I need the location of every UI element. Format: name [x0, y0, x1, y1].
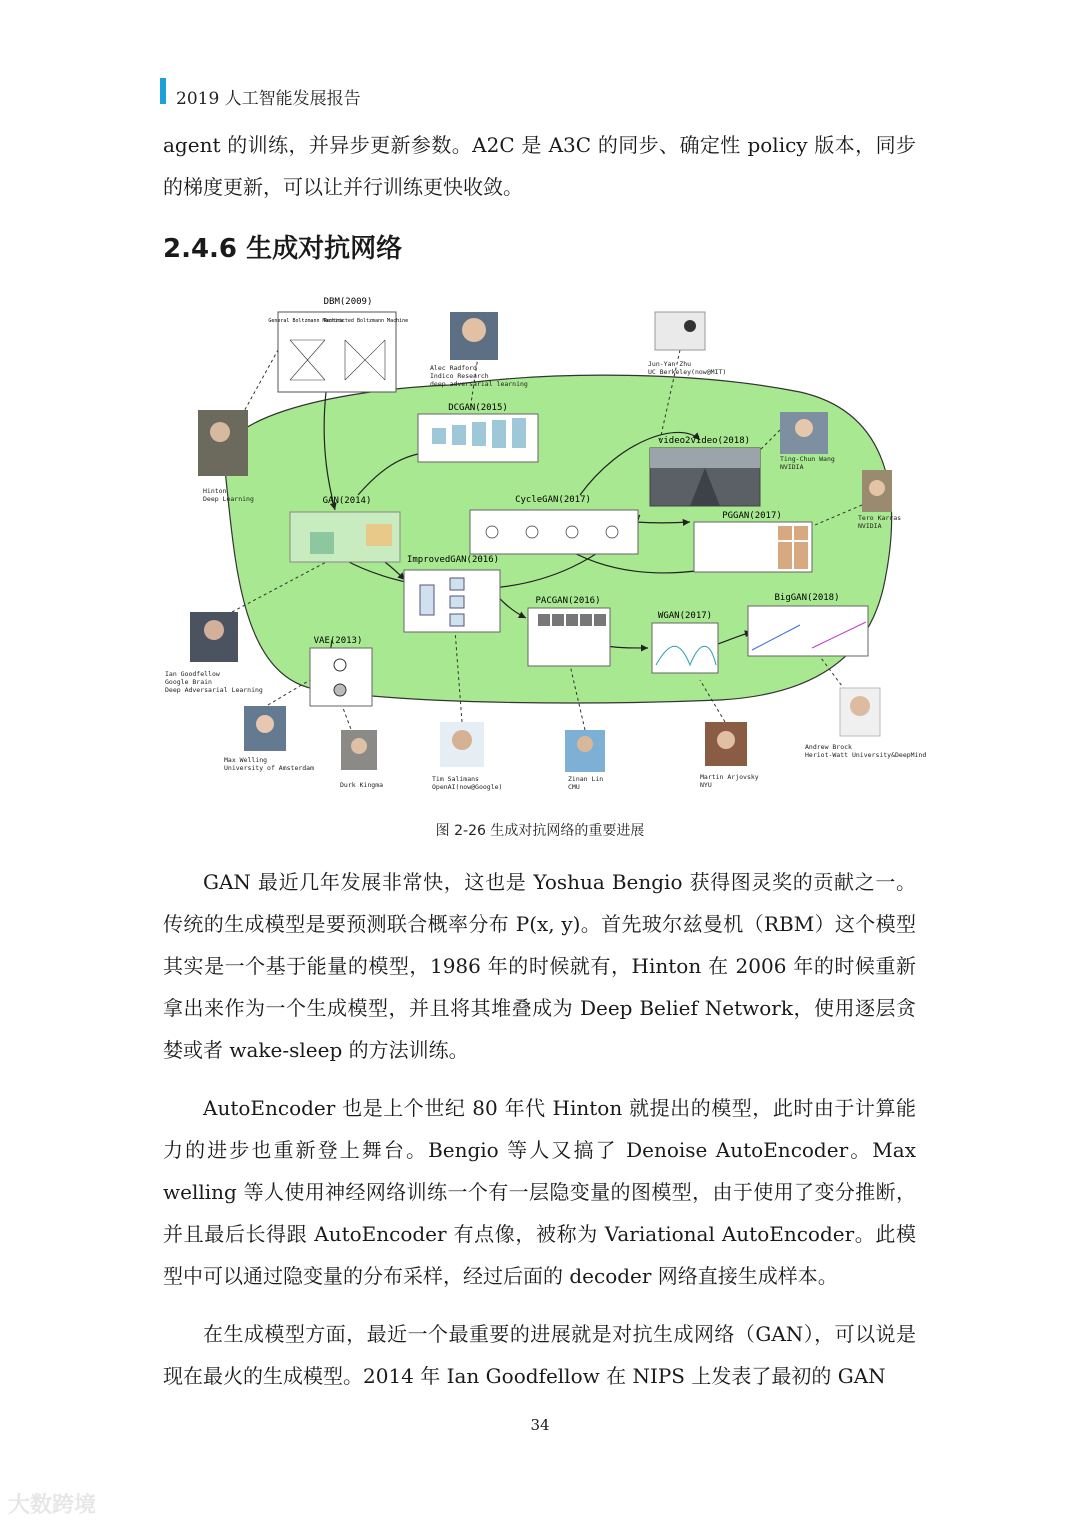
arjovsky-aff: NYU	[700, 781, 712, 789]
portrait-zhu	[655, 312, 705, 350]
dbm-label: DBM(2009)	[323, 297, 373, 307]
pacgan-label: PACGAN(2016)	[535, 596, 601, 606]
wang-aff: NVIDIA	[780, 463, 804, 471]
portrait-lin	[565, 730, 605, 772]
page-number: 34	[530, 1416, 550, 1434]
gan-label: GAN(2014)	[322, 496, 372, 506]
radford-topic: deep adversarial learning	[430, 380, 528, 388]
goodfellow-name: Ian Goodfellow	[165, 670, 220, 678]
portrait-hinton	[198, 410, 248, 476]
radford-aff: Indico Research	[430, 372, 489, 380]
karras-aff: NVIDIA	[858, 522, 882, 530]
vae-label: VAE(2013)	[313, 636, 363, 646]
portrait-radford	[450, 312, 498, 360]
lin-aff: CMU	[568, 783, 580, 791]
arjovsky-name: Martin Arjovsky	[700, 773, 759, 781]
portrait-brock	[840, 688, 880, 736]
portrait-arjovsky	[705, 722, 747, 766]
karras-name: Tero Karras	[858, 514, 902, 522]
figure-caption: 图 2-26 生成对抗网络的重要进展	[435, 823, 645, 839]
brock-aff: Heriot-Watt University&DeepMind	[805, 751, 927, 759]
wang-name: Ting-Chun Wang	[780, 455, 835, 463]
paragraph-gan-intro: 在生成模型方面，最近一个最重要的进展就是对抗生成网络（GAN），可以说是现在最火的生成模型。2014 年 Ian Goodfellow 在 NIPS 上发表了最初的 GAN	[163, 1322, 916, 1388]
improvedgan-label: ImprovedGAN(2016)	[406, 555, 500, 565]
hinton-name: Hinton	[203, 487, 227, 495]
svg-text:General Boltzmann Machine: General Boltzmann Machine	[268, 318, 344, 324]
portrait-kingma	[341, 730, 377, 770]
lin-name: Zinan Lin	[568, 775, 604, 783]
welling-aff: University of Amsterdam	[224, 764, 315, 772]
radford-name: Alec Radford	[430, 364, 477, 372]
watermark-logo: 大数跨境	[8, 1493, 97, 1518]
portrait-wang	[780, 412, 828, 454]
zhu-aff: UC Berkeley(now@MIT)	[648, 368, 727, 376]
cyclegan-image	[470, 510, 638, 554]
cyclegan-label: CycleGAN(2017)	[515, 495, 591, 505]
salimans-aff: OpenAI(now@Google)	[432, 783, 503, 791]
video2video-label: video2video(2018)	[657, 436, 751, 446]
section-heading: 2.4.6 生成对抗网络	[163, 234, 403, 264]
hinton-aff: Deep Learning	[203, 495, 254, 503]
portrait-welling	[244, 706, 286, 751]
goodfellow-topic: Deep Adversarial Learning	[165, 686, 263, 694]
paragraph-gan-history: GAN 最近几年发展非常快，这也是 Yoshua Bengio 获得图灵奖的贡献之一。传统的生成模型是要预测联合概率分布 P(x, y)。首先玻尔兹曼机（RBM）这个模型其实是一个基于能量的模型，1986 年的时候就有，Hinton 在 2006 年的时候重新拿出来作为一个生成模型，并且将其堆叠成为 Deep Belief Network，使用逐层贪婪或者 wake-sleep 的方法训练。	[163, 870, 916, 1062]
running-header: 2019 人工智能发展报告	[176, 89, 361, 109]
vae-image	[310, 648, 372, 706]
portrait-goodfellow	[190, 612, 238, 662]
salimans-name: Tim Salimans	[432, 775, 479, 783]
portrait-salimans	[440, 722, 484, 767]
portrait-karras	[862, 470, 892, 512]
biggan-image	[748, 606, 868, 656]
dcgan-label: DCGAN(2015)	[448, 403, 508, 413]
paragraph-intro: agent 的训练，并异步更新参数。A2C 是 A3C 的同步、确定性 policy 版本，同步的梯度更新，可以让并行训练更快收敛。	[163, 133, 916, 199]
wgan-label: WGAN(2017)	[657, 611, 713, 621]
svg-text:Restricted Boltzmann Machine: Restricted Boltzmann Machine	[323, 318, 409, 324]
welling-name: Max Welling	[224, 756, 268, 764]
zhu-name: Jun-Yan Zhu	[648, 360, 692, 368]
paragraph-autoencoder: AutoEncoder 也是上个世纪 80 年代 Hinton 就提出的模型，此时由于计算能力的进步也重新登上舞台。Bengio 等人又搞了 Denoise AutoEncoder。Max welling 等人使用神经网络训练一个有一层隐变量的图模型，由于使用了变分推断，并且最后长得跟 AutoEncoder 有点像，被称为 Variational AutoEncoder。此模型中可以通过隐变量的分布采样，经过后面的 decoder 网络直接生成样本。	[163, 1096, 916, 1288]
goodfellow-aff: Google Brain	[165, 678, 212, 686]
biggan-label: BigGAN(2018)	[774, 593, 840, 603]
pggan-label: PGGAN(2017)	[722, 511, 782, 521]
kingma-name: Durk Kingma	[340, 781, 384, 789]
brock-name: Andrew Brock	[805, 743, 852, 751]
